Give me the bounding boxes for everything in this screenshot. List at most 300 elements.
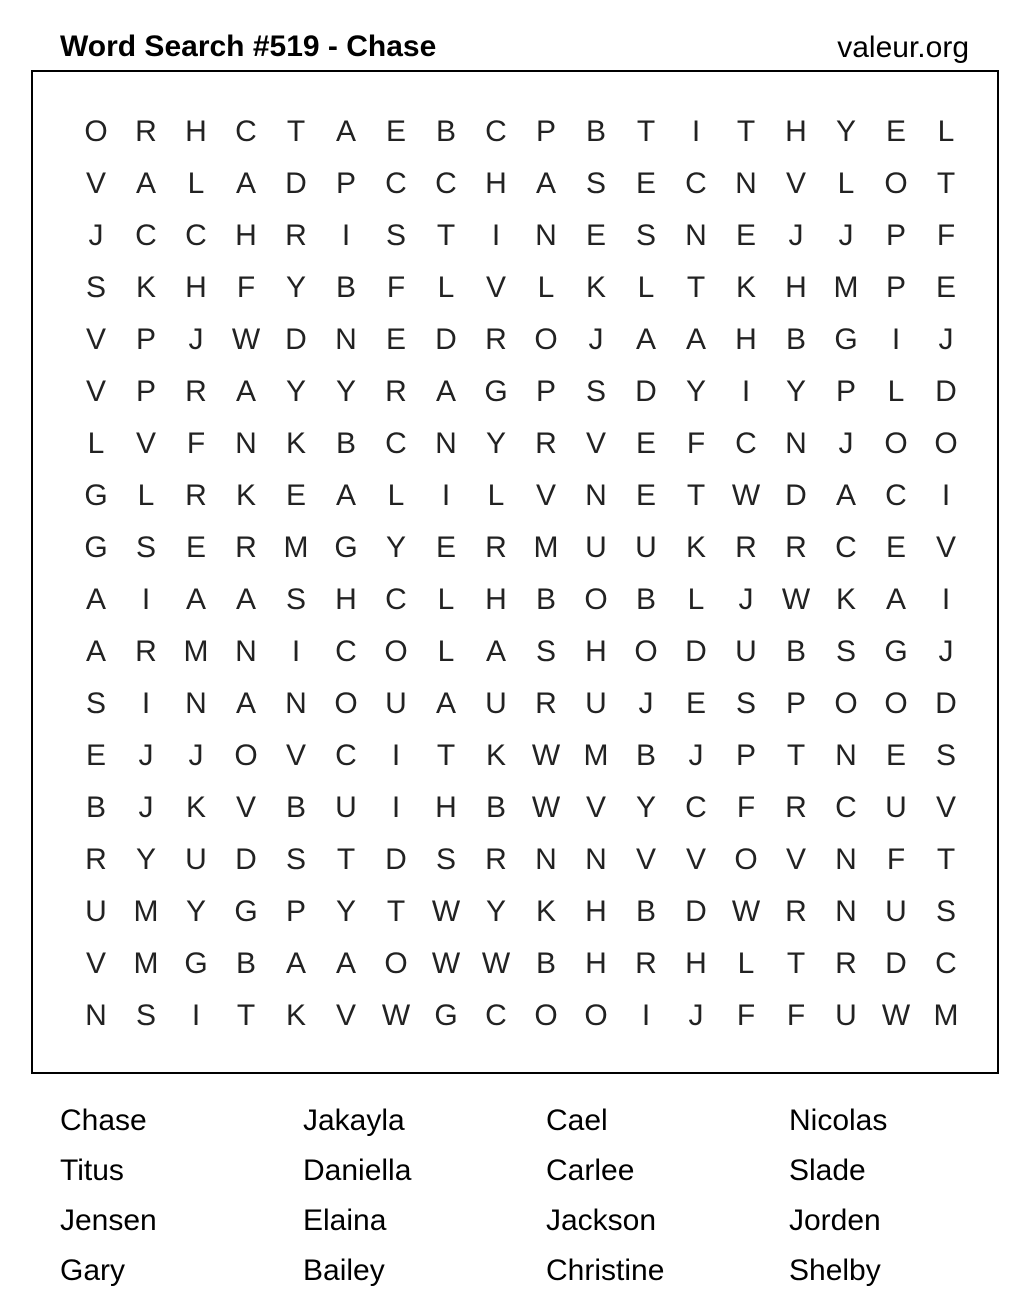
grid-cell[interactable]: Y — [285, 271, 306, 304]
grid-cell[interactable]: F — [386, 271, 406, 304]
grid-cell[interactable]: I — [391, 791, 401, 824]
grid-cell[interactable]: N — [835, 739, 857, 772]
grid-cell[interactable]: U — [335, 791, 357, 824]
grid-cell[interactable]: G — [884, 635, 908, 668]
grid-cell[interactable]: O — [884, 167, 908, 200]
grid-cell[interactable]: F — [186, 427, 206, 460]
grid-cell[interactable]: M — [133, 895, 159, 928]
grid-cell[interactable]: H — [435, 791, 457, 824]
grid-cell[interactable]: R — [785, 791, 807, 824]
grid-cell[interactable]: S — [735, 687, 756, 720]
grid-cell[interactable]: C — [335, 739, 357, 772]
grid-cell[interactable]: B — [335, 271, 356, 304]
grid-cell[interactable]: C — [435, 167, 457, 200]
grid-cell[interactable]: S — [585, 375, 606, 408]
grid-cell[interactable]: A — [235, 167, 256, 200]
grid-cell[interactable]: V — [935, 531, 956, 564]
grid-cell[interactable]: A — [335, 479, 356, 512]
grid-cell[interactable]: W — [531, 791, 561, 824]
grid-cell[interactable]: N — [735, 167, 757, 200]
grid-cell[interactable]: D — [235, 843, 257, 876]
grid-cell[interactable]: Y — [835, 115, 856, 148]
grid-cell[interactable]: H — [185, 271, 207, 304]
grid-cell[interactable]: V — [85, 167, 106, 200]
grid-cell[interactable]: A — [335, 115, 356, 148]
grid-cell[interactable]: K — [835, 583, 856, 616]
grid-cell[interactable]: L — [837, 167, 855, 200]
grid-cell[interactable]: Y — [485, 895, 506, 928]
grid-cell[interactable]: U — [585, 531, 607, 564]
grid-cell[interactable]: K — [285, 999, 306, 1032]
grid-cell[interactable]: A — [535, 167, 556, 200]
grid-cell[interactable]: R — [785, 531, 807, 564]
grid-cell[interactable]: A — [485, 635, 506, 668]
grid-cell[interactable]: V — [635, 843, 656, 876]
grid-cell[interactable]: E — [285, 479, 306, 512]
grid-cell[interactable]: N — [835, 843, 857, 876]
grid-cell[interactable]: F — [236, 271, 256, 304]
grid-cell[interactable]: B — [635, 895, 656, 928]
grid-cell[interactable]: J — [838, 219, 854, 252]
grid-cell[interactable]: B — [635, 583, 656, 616]
grid-cell[interactable]: W — [431, 947, 461, 980]
grid-cell[interactable]: R — [735, 531, 757, 564]
grid-cell[interactable]: W — [531, 739, 561, 772]
grid-cell[interactable]: E — [635, 479, 656, 512]
grid-cell[interactable]: O — [534, 999, 558, 1032]
grid-cell[interactable]: J — [138, 739, 154, 772]
grid-cell[interactable]: I — [941, 583, 951, 616]
grid-cell[interactable]: T — [636, 115, 656, 148]
grid-cell[interactable]: R — [485, 323, 507, 356]
grid-cell[interactable]: W — [781, 583, 811, 616]
grid-cell[interactable]: C — [685, 791, 707, 824]
grid-cell[interactable]: C — [835, 531, 857, 564]
grid-cell[interactable]: A — [235, 687, 256, 720]
grid-cell[interactable]: H — [235, 219, 257, 252]
grid-cell[interactable]: B — [785, 635, 806, 668]
grid-cell[interactable]: O — [84, 115, 108, 148]
grid-cell[interactable]: R — [135, 115, 157, 148]
grid-cell[interactable]: A — [335, 947, 356, 980]
grid-cell[interactable]: R — [185, 479, 207, 512]
grid-cell[interactable]: T — [436, 219, 456, 252]
grid-cell[interactable]: P — [785, 687, 806, 720]
grid-cell[interactable]: S — [535, 635, 556, 668]
grid-cell[interactable]: D — [285, 323, 307, 356]
grid-cell[interactable]: T — [936, 843, 956, 876]
grid-cell[interactable]: C — [485, 999, 507, 1032]
grid-cell[interactable]: V — [235, 791, 256, 824]
grid-cell[interactable]: A — [285, 947, 306, 980]
grid-cell[interactable]: O — [634, 635, 658, 668]
grid-cell[interactable]: V — [85, 323, 106, 356]
grid-cell[interactable]: T — [436, 739, 456, 772]
grid-cell[interactable]: W — [731, 479, 761, 512]
grid-cell[interactable]: L — [687, 583, 705, 616]
grid-cell[interactable]: C — [735, 427, 757, 460]
grid-cell[interactable]: O — [884, 427, 908, 460]
grid-cell[interactable]: A — [435, 687, 456, 720]
grid-cell[interactable]: C — [385, 583, 407, 616]
grid-cell[interactable]: R — [135, 635, 157, 668]
grid-cell[interactable]: H — [585, 635, 607, 668]
grid-cell[interactable]: F — [936, 219, 956, 252]
grid-cell[interactable]: O — [884, 687, 908, 720]
grid-cell[interactable]: P — [885, 271, 906, 304]
grid-cell[interactable]: C — [935, 947, 957, 980]
grid-cell[interactable]: F — [736, 999, 756, 1032]
grid-cell[interactable]: S — [85, 687, 106, 720]
grid-cell[interactable]: S — [285, 583, 306, 616]
grid-cell[interactable]: M — [533, 531, 559, 564]
grid-cell[interactable]: U — [835, 999, 857, 1032]
grid-cell[interactable]: V — [335, 999, 356, 1032]
grid-cell[interactable]: N — [685, 219, 707, 252]
grid-cell[interactable]: G — [234, 895, 258, 928]
grid-cell[interactable]: A — [435, 375, 456, 408]
grid-cell[interactable]: T — [786, 947, 806, 980]
grid-cell[interactable]: U — [635, 531, 657, 564]
grid-cell[interactable]: S — [585, 167, 606, 200]
grid-cell[interactable]: U — [885, 895, 907, 928]
grid-cell[interactable]: D — [285, 167, 307, 200]
grid-cell[interactable]: E — [385, 323, 406, 356]
grid-cell[interactable]: C — [685, 167, 707, 200]
grid-cell[interactable]: R — [835, 947, 857, 980]
grid-cell[interactable]: P — [535, 115, 556, 148]
grid-cell[interactable]: V — [85, 375, 106, 408]
grid-cell[interactable]: G — [834, 323, 858, 356]
grid-cell[interactable]: E — [185, 531, 206, 564]
grid-cell[interactable]: B — [235, 947, 256, 980]
grid-cell[interactable]: S — [285, 843, 306, 876]
grid-cell[interactable]: L — [487, 479, 505, 512]
grid-cell[interactable]: T — [686, 479, 706, 512]
grid-cell[interactable]: D — [435, 323, 457, 356]
grid-cell[interactable]: J — [638, 687, 654, 720]
grid-cell[interactable]: D — [635, 375, 657, 408]
grid-cell[interactable]: C — [885, 479, 907, 512]
grid-cell[interactable]: O — [584, 999, 608, 1032]
grid-cell[interactable]: M — [833, 271, 859, 304]
grid-cell[interactable]: H — [585, 947, 607, 980]
grid-cell[interactable]: B — [335, 427, 356, 460]
grid-cell[interactable]: S — [135, 531, 156, 564]
grid-cell[interactable]: A — [135, 167, 156, 200]
grid-cell[interactable]: T — [386, 895, 406, 928]
grid-cell[interactable]: J — [838, 427, 854, 460]
grid-cell[interactable]: A — [635, 323, 656, 356]
grid-cell[interactable]: O — [934, 427, 958, 460]
grid-cell[interactable]: N — [585, 843, 607, 876]
grid-cell[interactable]: L — [437, 635, 455, 668]
grid-cell[interactable]: A — [185, 583, 206, 616]
grid-cell[interactable]: U — [185, 843, 207, 876]
grid-cell[interactable]: N — [785, 427, 807, 460]
grid-cell[interactable]: D — [785, 479, 807, 512]
grid-cell[interactable]: V — [285, 739, 306, 772]
grid-cell[interactable]: T — [686, 271, 706, 304]
grid-cell[interactable]: K — [235, 479, 256, 512]
grid-cell[interactable]: F — [686, 427, 706, 460]
grid-cell[interactable]: T — [736, 115, 756, 148]
grid-cell[interactable]: E — [885, 531, 906, 564]
grid-cell[interactable]: B — [535, 947, 556, 980]
grid-cell[interactable]: C — [485, 115, 507, 148]
grid-cell[interactable]: E — [885, 739, 906, 772]
grid-cell[interactable]: J — [88, 219, 104, 252]
grid-cell[interactable]: G — [434, 999, 458, 1032]
grid-cell[interactable]: R — [235, 531, 257, 564]
grid-cell[interactable]: D — [935, 375, 957, 408]
grid-cell[interactable]: C — [235, 115, 257, 148]
grid-cell[interactable]: P — [135, 375, 156, 408]
grid-cell[interactable]: E — [885, 115, 906, 148]
grid-cell[interactable]: C — [385, 167, 407, 200]
grid-cell[interactable]: E — [635, 427, 656, 460]
grid-cell[interactable]: P — [835, 375, 856, 408]
grid-cell[interactable]: M — [283, 531, 309, 564]
grid-cell[interactable]: L — [137, 479, 155, 512]
grid-cell[interactable]: S — [935, 739, 956, 772]
grid-cell[interactable]: I — [141, 687, 151, 720]
grid-cell[interactable]: C — [185, 219, 207, 252]
grid-cell[interactable]: J — [738, 583, 754, 616]
grid-cell[interactable]: D — [885, 947, 907, 980]
grid-cell[interactable]: I — [891, 323, 901, 356]
grid-cell[interactable]: B — [585, 115, 606, 148]
grid-cell[interactable]: Y — [635, 791, 656, 824]
grid-cell[interactable]: N — [285, 687, 307, 720]
grid-cell[interactable]: L — [537, 271, 555, 304]
grid-cell[interactable]: R — [285, 219, 307, 252]
grid-cell[interactable]: U — [585, 687, 607, 720]
grid-cell[interactable]: M — [183, 635, 209, 668]
grid-cell[interactable]: L — [187, 167, 205, 200]
grid-cell[interactable]: C — [135, 219, 157, 252]
grid-cell[interactable]: N — [435, 427, 457, 460]
grid-cell[interactable]: L — [937, 115, 955, 148]
grid-cell[interactable]: V — [485, 271, 506, 304]
grid-cell[interactable]: N — [535, 843, 557, 876]
grid-cell[interactable]: H — [785, 271, 807, 304]
grid-cell[interactable]: Y — [285, 375, 306, 408]
grid-cell[interactable]: B — [435, 115, 456, 148]
grid-cell[interactable]: J — [788, 219, 804, 252]
grid-cell[interactable]: O — [234, 739, 258, 772]
grid-cell[interactable]: O — [834, 687, 858, 720]
grid-cell[interactable]: N — [335, 323, 357, 356]
grid-cell[interactable]: T — [286, 115, 306, 148]
grid-cell[interactable]: W — [881, 999, 911, 1032]
grid-cell[interactable]: R — [185, 375, 207, 408]
grid-cell[interactable]: F — [736, 791, 756, 824]
grid-cell[interactable]: B — [785, 323, 806, 356]
grid-cell[interactable]: R — [635, 947, 657, 980]
grid-cell[interactable]: N — [585, 479, 607, 512]
grid-cell[interactable]: C — [335, 635, 357, 668]
grid-cell[interactable]: U — [385, 687, 407, 720]
grid-cell[interactable]: G — [484, 375, 508, 408]
grid-cell[interactable]: C — [835, 791, 857, 824]
grid-cell[interactable]: P — [285, 895, 306, 928]
grid-cell[interactable]: E — [85, 739, 106, 772]
grid-cell[interactable]: L — [737, 947, 755, 980]
grid-cell[interactable]: K — [685, 531, 706, 564]
grid-cell[interactable]: P — [535, 375, 556, 408]
grid-cell[interactable]: L — [87, 427, 105, 460]
grid-cell[interactable]: S — [135, 999, 156, 1032]
grid-cell[interactable]: K — [285, 427, 306, 460]
grid-cell[interactable]: Y — [185, 895, 206, 928]
grid-cell[interactable]: A — [85, 635, 106, 668]
grid-cell[interactable]: M — [133, 947, 159, 980]
grid-cell[interactable]: S — [935, 895, 956, 928]
grid-cell[interactable]: V — [585, 791, 606, 824]
grid-cell[interactable]: S — [835, 635, 856, 668]
grid-cell[interactable]: V — [85, 947, 106, 980]
grid-cell[interactable]: Y — [335, 895, 356, 928]
grid-cell[interactable]: I — [741, 375, 751, 408]
grid-cell[interactable]: H — [485, 167, 507, 200]
grid-cell[interactable]: Y — [485, 427, 506, 460]
grid-cell[interactable]: G — [84, 479, 108, 512]
grid-cell[interactable]: J — [688, 999, 704, 1032]
grid-cell[interactable]: H — [735, 323, 757, 356]
grid-cell[interactable]: O — [534, 323, 558, 356]
grid-cell[interactable]: Y — [785, 375, 806, 408]
grid-cell[interactable]: D — [685, 895, 707, 928]
grid-cell[interactable]: T — [786, 739, 806, 772]
grid-cell[interactable]: V — [135, 427, 156, 460]
grid-cell[interactable]: U — [735, 635, 757, 668]
grid-cell[interactable]: U — [85, 895, 107, 928]
grid-cell[interactable]: R — [85, 843, 107, 876]
grid-cell[interactable]: E — [685, 687, 706, 720]
grid-cell[interactable]: H — [335, 583, 357, 616]
grid-cell[interactable]: N — [235, 635, 257, 668]
grid-cell[interactable]: V — [685, 843, 706, 876]
grid-cell[interactable]: N — [185, 687, 207, 720]
grid-cell[interactable]: R — [385, 375, 407, 408]
grid-cell[interactable]: B — [285, 791, 306, 824]
grid-cell[interactable]: I — [641, 999, 651, 1032]
grid-cell[interactable]: Y — [685, 375, 706, 408]
grid-cell[interactable]: J — [938, 635, 954, 668]
grid-cell[interactable]: E — [635, 167, 656, 200]
grid-cell[interactable]: K — [135, 271, 156, 304]
grid-cell[interactable]: C — [385, 427, 407, 460]
grid-cell[interactable]: G — [334, 531, 358, 564]
grid-cell[interactable]: J — [688, 739, 704, 772]
grid-cell[interactable]: W — [481, 947, 511, 980]
grid-cell[interactable]: U — [885, 791, 907, 824]
grid-cell[interactable]: V — [585, 427, 606, 460]
grid-cell[interactable]: M — [933, 999, 959, 1032]
grid-cell[interactable]: T — [236, 999, 256, 1032]
grid-cell[interactable]: R — [785, 895, 807, 928]
grid-cell[interactable]: I — [441, 479, 451, 512]
grid-cell[interactable]: L — [887, 375, 905, 408]
grid-cell[interactable]: N — [835, 895, 857, 928]
grid-cell[interactable]: H — [485, 583, 507, 616]
grid-cell[interactable]: I — [491, 219, 501, 252]
grid-cell[interactable]: G — [84, 531, 108, 564]
grid-cell[interactable]: K — [185, 791, 206, 824]
grid-cell[interactable]: I — [191, 999, 201, 1032]
grid-cell[interactable]: K — [585, 271, 606, 304]
grid-cell[interactable]: V — [935, 791, 956, 824]
grid-cell[interactable]: P — [335, 167, 356, 200]
grid-cell[interactable]: T — [936, 167, 956, 200]
grid-cell[interactable]: F — [886, 843, 906, 876]
grid-cell[interactable]: K — [535, 895, 556, 928]
grid-cell[interactable]: M — [583, 739, 609, 772]
grid-cell[interactable]: H — [585, 895, 607, 928]
grid-cell[interactable]: D — [935, 687, 957, 720]
grid-cell[interactable]: E — [585, 219, 606, 252]
grid-cell[interactable]: I — [691, 115, 701, 148]
grid-cell[interactable]: B — [85, 791, 106, 824]
grid-cell[interactable]: A — [885, 583, 906, 616]
grid-cell[interactable]: I — [291, 635, 301, 668]
grid-cell[interactable]: H — [685, 947, 707, 980]
grid-cell[interactable]: P — [735, 739, 756, 772]
grid-cell[interactable]: R — [535, 687, 557, 720]
grid-cell[interactable]: S — [85, 271, 106, 304]
grid-cell[interactable]: I — [941, 479, 951, 512]
grid-cell[interactable]: D — [685, 635, 707, 668]
grid-cell[interactable]: S — [385, 219, 406, 252]
grid-cell[interactable]: A — [235, 583, 256, 616]
grid-cell[interactable]: O — [734, 843, 758, 876]
grid-cell[interactable]: H — [185, 115, 207, 148]
grid-cell[interactable]: K — [485, 739, 506, 772]
grid-cell[interactable]: O — [334, 687, 358, 720]
grid-cell[interactable]: W — [231, 323, 261, 356]
grid-cell[interactable]: E — [435, 531, 456, 564]
grid-cell[interactable]: J — [188, 323, 204, 356]
grid-cell[interactable]: K — [735, 271, 756, 304]
grid-cell[interactable]: W — [431, 895, 461, 928]
grid-cell[interactable]: Y — [335, 375, 356, 408]
grid-cell[interactable]: N — [235, 427, 257, 460]
grid-cell[interactable]: U — [485, 687, 507, 720]
grid-cell[interactable]: V — [785, 843, 806, 876]
grid-cell[interactable]: A — [835, 479, 856, 512]
grid-cell[interactable]: R — [485, 531, 507, 564]
grid-cell[interactable]: O — [384, 635, 408, 668]
grid-cell[interactable]: J — [138, 791, 154, 824]
grid-cell[interactable]: E — [385, 115, 406, 148]
grid-cell[interactable]: S — [435, 843, 456, 876]
grid-cell[interactable]: I — [141, 583, 151, 616]
grid-cell[interactable]: J — [588, 323, 604, 356]
grid-cell[interactable]: Y — [385, 531, 406, 564]
grid-cell[interactable]: A — [85, 583, 106, 616]
grid-cell[interactable]: N — [85, 999, 107, 1032]
grid-cell[interactable]: B — [485, 791, 506, 824]
grid-cell[interactable]: P — [885, 219, 906, 252]
grid-cell[interactable]: A — [235, 375, 256, 408]
grid-cell[interactable]: W — [731, 895, 761, 928]
grid-cell[interactable]: O — [384, 947, 408, 980]
grid-cell[interactable]: P — [135, 323, 156, 356]
grid-cell[interactable]: A — [685, 323, 706, 356]
grid-cell[interactable]: F — [786, 999, 806, 1032]
grid-cell[interactable]: B — [535, 583, 556, 616]
